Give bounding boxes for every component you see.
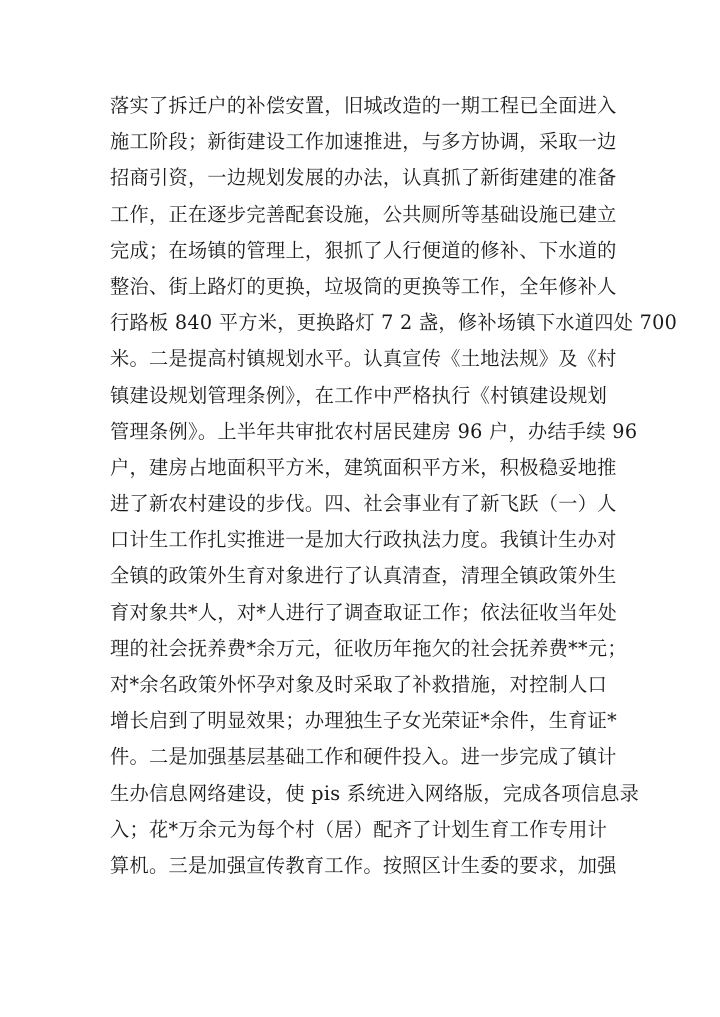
text-line: 生办信息网络建设，使 pis 系统进入网络版，完成各项信息录 [110, 781, 640, 805]
text-line: 行路板 840 平方米，更换路灯 7 2 盏，修补场镇下水道四处 700 [110, 311, 678, 335]
text-line: 施工阶段；新街建设工作加速推进，与多方协调，采取一边 [110, 130, 617, 154]
text-line: 落实了拆迁户的补偿安置，旧城改造的一期工程已全面进入 [110, 94, 617, 117]
text-line: 工作，正在逐步完善配套设施，公共厕所等基础设施已建立 [110, 202, 617, 226]
text-line: 对*余名政策外怀孕对象及时采取了补救措施，对控制人口 [110, 673, 608, 696]
text-line: 进了新农村建设的步伐。四、社会事业有了新飞跃（一）人 [110, 492, 617, 516]
text-line: 户，建房占地面积平方米，建筑面积平方米，积极稳妥地推 [110, 455, 617, 479]
text-line: 招商引资，一边规划发展的办法，认真抓了新街建建的准备 [110, 166, 617, 190]
text-line: 入；花*万余元为每个村（居）配齐了计划生育工作专用计 [110, 817, 608, 841]
text-line: 镇建设规划管理条例》，在工作中严格执行《村镇建设规划 [110, 383, 608, 407]
body-text [110, 88, 678, 884]
text-line: 育对象共*人，对*人进行了调查取证工作；依法征收当年处 [110, 600, 617, 624]
text-line: 件。二是加强基层基础工作和硬件投入。进一步完成了镇计 [110, 745, 617, 769]
text-line: 算机。三是加强宣传教育工作。按照区计生委的要求，加强 [110, 853, 617, 877]
text-line: 完成；在场镇的管理上，狠抓了人行便道的修补、下水道的 [110, 238, 617, 262]
text-line: 管理条例》。上半年共审批农村居民建房 96 户，办结手续 96 [110, 419, 638, 443]
text-line: 全镇的政策外生育对象进行了认真清查，清理全镇政策外生 [110, 564, 617, 588]
text-line: 口计生工作扎实推进一是加大行政执法力度。我镇计生办对 [110, 528, 617, 552]
text-line: 整治、街上路灯的更换，垃圾筒的更换等工作，全年修补人 [110, 274, 617, 298]
text-line: 理的社会抚养费*余万元，征收历年拖欠的社会抚养费**元； [110, 636, 627, 660]
text-line: 增长启到了明显效果；办理独生子女光荣证*余件，生育证* [110, 709, 617, 733]
text-line: 米。二是提高村镇规划水平。认真宣传《土地法规》及《村 [110, 347, 617, 371]
